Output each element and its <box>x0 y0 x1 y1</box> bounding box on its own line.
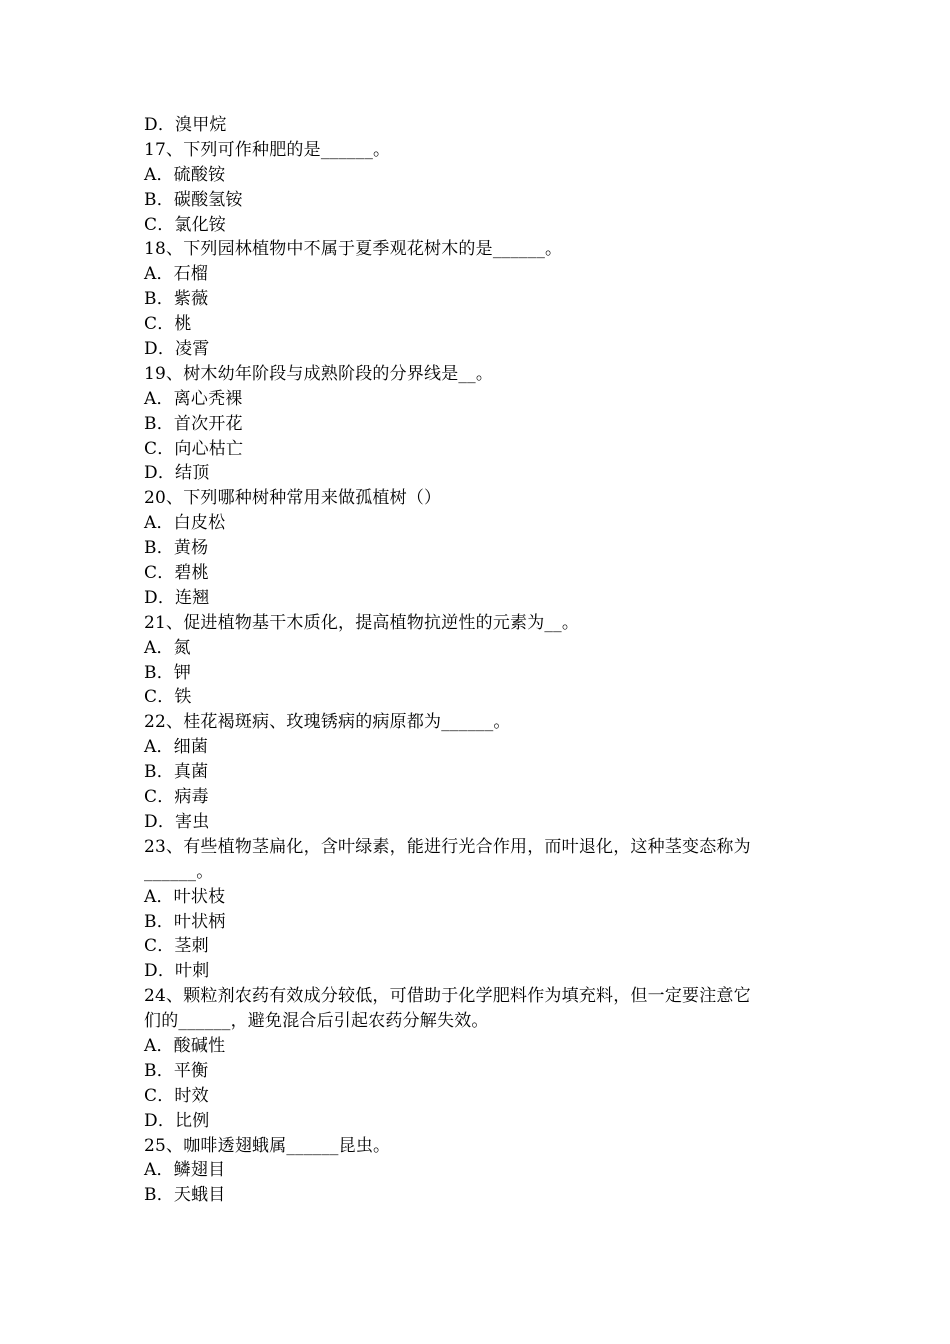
question-25: 25、咖啡透翅蛾属______昆虫。 <box>144 1135 391 1156</box>
option-c-q17: C．氯化铵 <box>144 214 227 235</box>
question-18: 18、下列园林植物中不属于夏季观花树木的是______。 <box>144 239 563 260</box>
question-23-continued: ______。 <box>144 861 214 882</box>
option-a-q18: A．石榴 <box>144 264 209 285</box>
document-page <box>144 113 814 1208</box>
question-20: 20、下列哪种树种常用来做孤植树（） <box>144 488 442 509</box>
option-a-q19: A．离心秃裸 <box>144 388 243 409</box>
option-b-q22: B．真菌 <box>144 762 209 783</box>
question-24-continued: 们的______，避免混合后引起农药分解失效。 <box>144 1011 489 1032</box>
option-c-q22: C．病毒 <box>144 787 209 808</box>
question-23: 23、有些植物茎扁化，含叶绿素，能进行光合作用，而叶退化，这种茎变态称为 <box>144 836 751 857</box>
option-c-q21: C．铁 <box>144 687 192 708</box>
option-a-q17: A．硫酸铵 <box>144 164 226 185</box>
option-b-q24: B．平衡 <box>144 1060 209 1081</box>
question-22: 22、桂花褐斑病、玫瑰锈病的病原都为______。 <box>144 712 511 733</box>
option-b-q21: B．钾 <box>144 662 192 683</box>
option-b-q20: B．黄杨 <box>144 538 209 559</box>
option-d-q20: D．连翘 <box>144 587 210 608</box>
option-b-q23: B．叶状柄 <box>144 911 226 932</box>
question-24: 24、颗粒剂农药有效成分较低，可借助于化学肥料作为填充料，但一定要注意它 <box>144 986 751 1007</box>
option-a-q25: A．鳞翅目 <box>144 1160 226 1181</box>
question-17: 17、下列可作种肥的是______。 <box>144 139 391 160</box>
option-d-q19: D．结顶 <box>144 463 210 484</box>
option-b-q19: B．首次开花 <box>144 413 243 434</box>
option-b-q17: B．碳酸氢铵 <box>144 189 243 210</box>
question-21: 21、促进植物基干木质化，提高植物抗逆性的元素为__。 <box>144 612 580 633</box>
option-c-q18: C．桃 <box>144 314 192 335</box>
option-d-q22: D．害虫 <box>144 811 210 832</box>
option-a-q23: A．叶状枝 <box>144 886 226 907</box>
option-a-q24: A．酸碱性 <box>144 1035 226 1056</box>
option-a-q22: A．细菌 <box>144 737 209 758</box>
question-19: 19、树木幼年阶段与成熟阶段的分界线是__。 <box>144 363 494 384</box>
option-d-q16: D．溴甲烷 <box>144 115 227 135</box>
option-d-q18: D．凌霄 <box>144 339 210 360</box>
option-b-q18: B．紫薇 <box>144 289 209 310</box>
option-a-q20: A．白皮松 <box>144 513 226 534</box>
option-c-q24: C．时效 <box>144 1085 209 1106</box>
option-d-q24: D．比例 <box>144 1110 210 1131</box>
option-c-q20: C．碧桃 <box>144 563 209 584</box>
option-c-q23: C．茎刺 <box>144 936 209 957</box>
option-d-q23: D．叶刺 <box>144 961 210 982</box>
option-b-q25: B．天蛾目 <box>144 1185 226 1206</box>
option-c-q19: C．向心枯亡 <box>144 438 244 459</box>
option-a-q21: A．氮 <box>144 637 191 658</box>
